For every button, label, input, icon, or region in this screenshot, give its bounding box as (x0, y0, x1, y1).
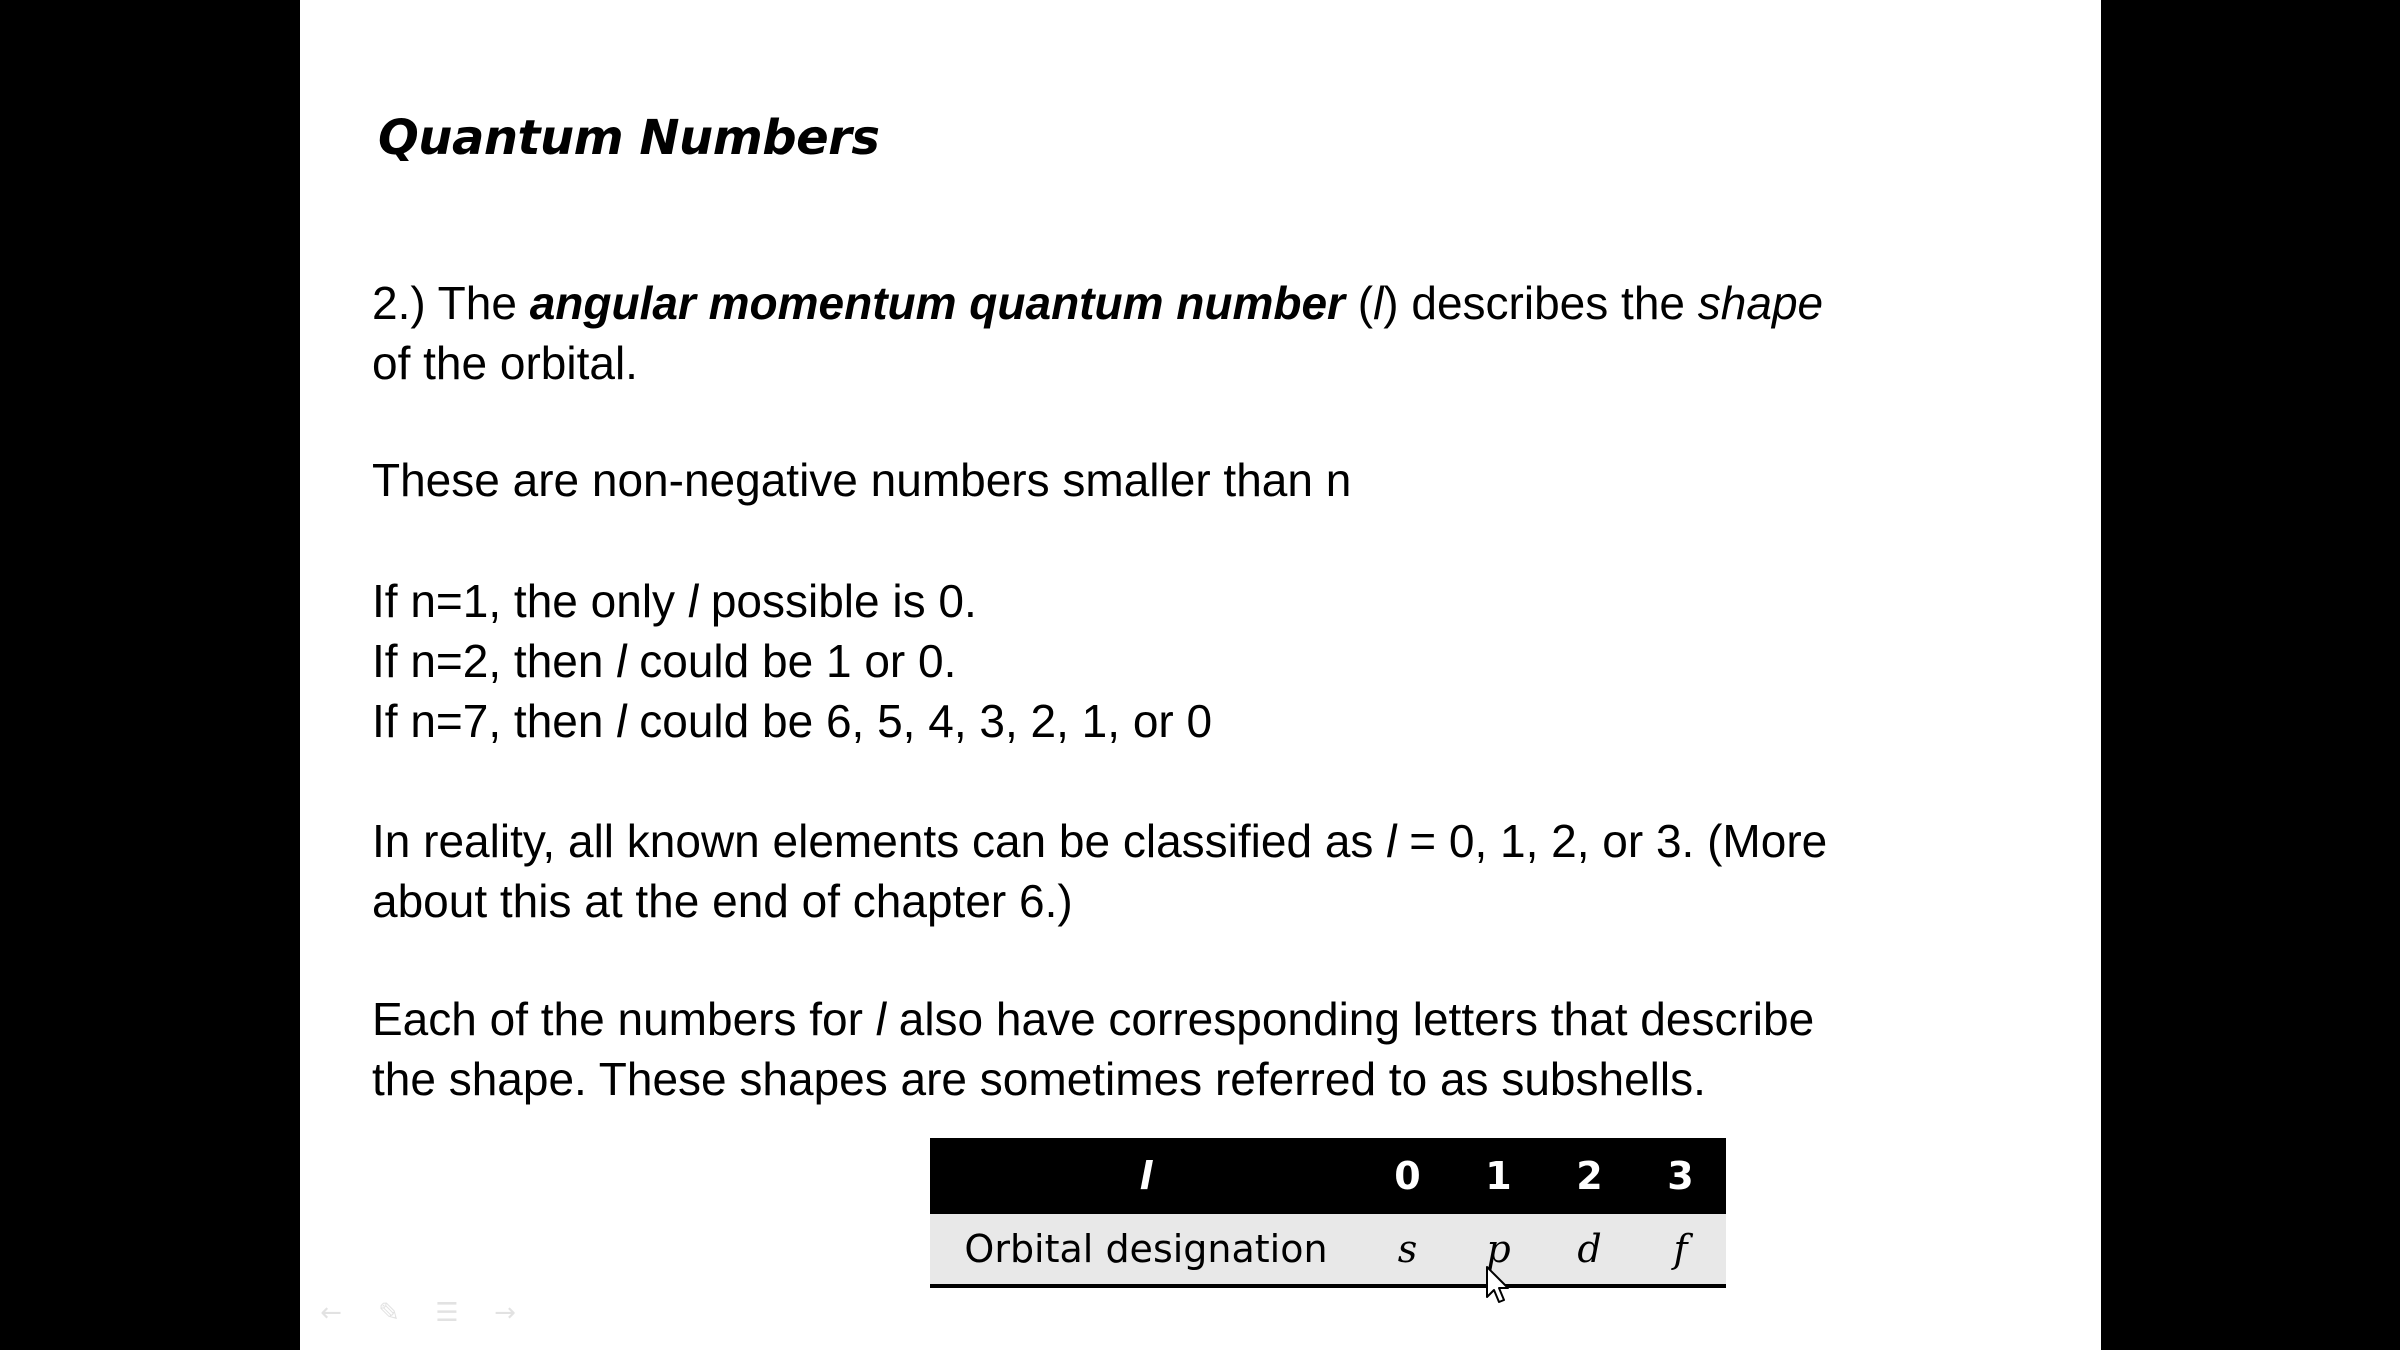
orbital-letter: d (1544, 1214, 1635, 1286)
example-1-text: If n=1, the only (372, 575, 688, 627)
mouse-pointer-icon (1485, 1265, 1511, 1305)
paragraph-non-negative: These are non-negative numbers smaller than n (372, 454, 1352, 506)
paragraph-definition (372, 273, 1823, 393)
shape-word: shape (1697, 277, 1824, 329)
text-line2: of the orbital. (372, 337, 638, 389)
paragraph-examples (372, 571, 1212, 751)
example-3-text: If n=7, then (372, 695, 617, 747)
table-row (930, 1214, 1726, 1286)
header-value: 3 (1635, 1138, 1726, 1214)
example-3-end: could be 6, 5, 4, 3, 2, 1, or 0 (626, 695, 1213, 747)
header-value: 2 (1544, 1138, 1635, 1214)
slide-title: Quantum Numbers (378, 110, 880, 166)
example-2-text: If n=2, then (372, 635, 617, 687)
back-arrow-icon[interactable]: ← (320, 1298, 342, 1328)
example-2-end: could be 1 or 0. (626, 635, 957, 687)
slide (300, 0, 2101, 1350)
orbital-table (930, 1138, 1726, 1288)
text-paren-close: ) describes the (1383, 277, 1698, 329)
orbital-letter: p (1453, 1214, 1544, 1286)
letters-text: Each of the numbers for (372, 993, 876, 1045)
symbol-l: l (875, 993, 886, 1045)
letters-text-b: also have corresponding letters that describe (885, 993, 1815, 1045)
row-label: Orbital designation (930, 1214, 1362, 1286)
symbol-l: l (1386, 815, 1397, 867)
example-1-end: possible is 0. (698, 575, 977, 627)
header-value: 1 (1453, 1138, 1544, 1214)
reality-text: In reality, all known elements can be classified as (372, 815, 1387, 867)
paragraph-letters (372, 989, 1814, 1109)
text-paren-open: ( (1344, 277, 1374, 329)
text-prefix: 2.) The (372, 277, 530, 329)
slideshow-nav (314, 1300, 522, 1326)
symbol-l: l (687, 575, 699, 627)
header-l: l (930, 1138, 1362, 1214)
menu-icon[interactable]: ☰ (435, 1298, 459, 1328)
table-header-row (930, 1138, 1726, 1214)
orbital-letter: f (1635, 1214, 1726, 1286)
orbital-letter: s (1362, 1214, 1453, 1286)
reality-values: = 0, 1, 2, or 3. (More (1396, 815, 1828, 867)
term-angular-momentum: angular momentum quantum number (529, 277, 1345, 329)
header-value: 0 (1362, 1138, 1453, 1214)
symbol-l: l (616, 695, 627, 747)
paragraph-reality (372, 811, 1827, 931)
symbol-l: l (1373, 277, 1384, 329)
symbol-l: l (616, 635, 627, 687)
reality-line2: about this at the end of chapter 6.) (372, 875, 1073, 927)
forward-arrow-icon[interactable]: → (494, 1298, 516, 1328)
letters-line2: the shape. These shapes are sometimes referred to as subshells. (372, 1053, 1706, 1105)
pen-icon[interactable]: ✎ (378, 1298, 400, 1328)
